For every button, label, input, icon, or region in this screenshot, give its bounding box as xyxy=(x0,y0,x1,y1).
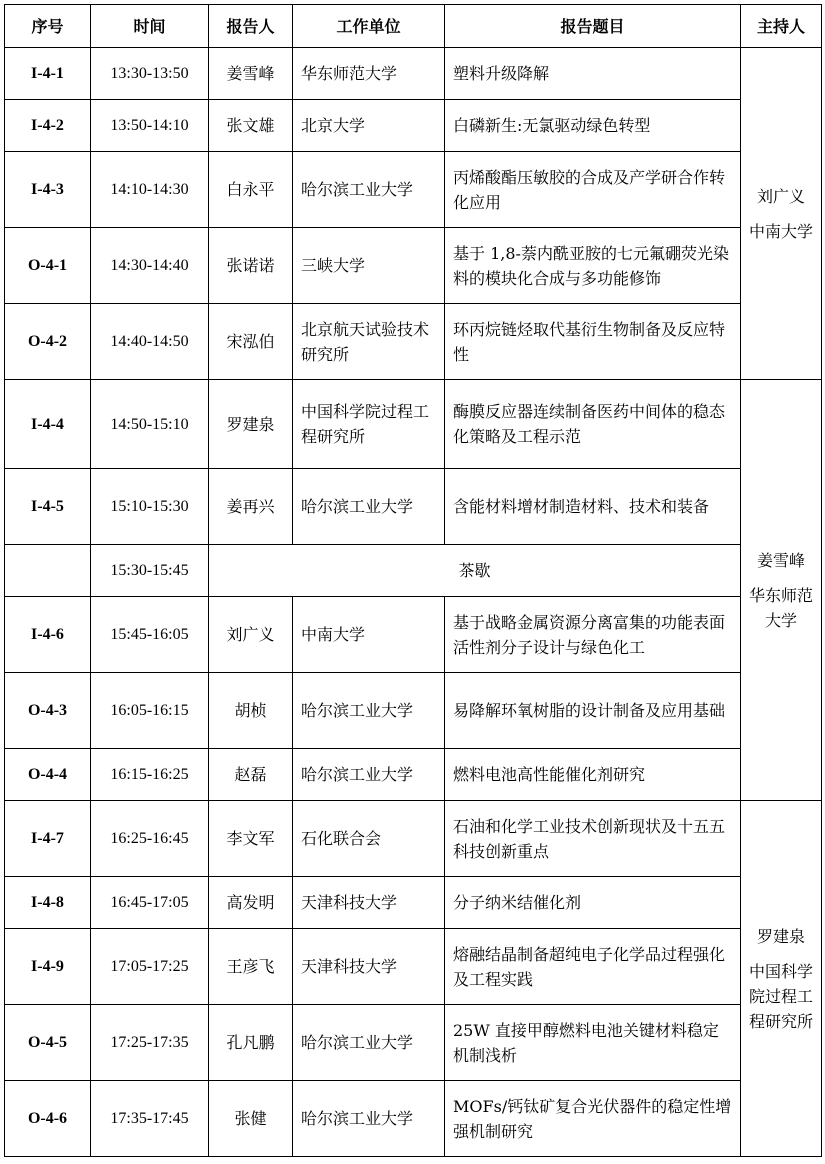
table-row xyxy=(5,801,822,877)
row-code: I-4-5 xyxy=(5,469,91,545)
row-topic: 分子纳米结催化剂 xyxy=(445,877,741,929)
row-time: 16:45-17:05 xyxy=(91,877,209,929)
row-speaker: 张健 xyxy=(209,1081,293,1157)
schedule-table xyxy=(4,4,822,1157)
row-unit: 哈尔滨工业大学 xyxy=(293,1081,445,1157)
row-code: O-4-4 xyxy=(5,749,91,801)
header-host: 主持人 xyxy=(741,5,822,48)
host-name: 刘广义 xyxy=(756,186,805,206)
row-time: 13:30-13:50 xyxy=(91,48,209,100)
row-topic: 基于 1,8-萘内酰亚胺的七元氟硼荧光染料的模块化合成与多功能修饰 xyxy=(445,228,741,304)
host-cell-1 xyxy=(741,48,822,380)
row-time: 17:35-17:45 xyxy=(91,1081,209,1157)
row-unit: 中国科学院过程工程研究所 xyxy=(293,380,445,469)
row-topic: 燃料电池高性能催化剂研究 xyxy=(445,749,741,801)
table-row xyxy=(5,469,822,545)
table-row xyxy=(5,597,822,673)
table-row xyxy=(5,152,822,228)
table-row xyxy=(5,380,822,469)
row-code: I-4-2 xyxy=(5,100,91,152)
row-time: 13:50-14:10 xyxy=(91,100,209,152)
host-unit: 华东师范大学 xyxy=(749,585,814,630)
row-speaker: 孔凡鹏 xyxy=(209,1005,293,1081)
header-time: 时间 xyxy=(91,5,209,48)
row-code: I-4-1 xyxy=(5,48,91,100)
table-row xyxy=(5,1005,822,1081)
row-unit: 石化联合会 xyxy=(293,801,445,877)
row-speaker: 李文军 xyxy=(209,801,293,877)
header-topic: 报告题目 xyxy=(445,5,741,48)
row-code: O-4-3 xyxy=(5,673,91,749)
row-unit: 哈尔滨工业大学 xyxy=(293,1005,445,1081)
row-time: 17:25-17:35 xyxy=(91,1005,209,1081)
row-time: 14:50-15:10 xyxy=(91,380,209,469)
row-time: 14:30-14:40 xyxy=(91,228,209,304)
row-code: I-4-8 xyxy=(5,877,91,929)
row-topic: 酶膜反应器连续制备医药中间体的稳态化策略及工程示范 xyxy=(445,380,741,469)
row-time: 16:25-16:45 xyxy=(91,801,209,877)
row-speaker: 张诺诺 xyxy=(209,228,293,304)
row-unit: 北京航天试验技术研究所 xyxy=(293,304,445,380)
row-speaker: 姜雪峰 xyxy=(209,48,293,100)
row-unit: 哈尔滨工业大学 xyxy=(293,673,445,749)
row-topic: 基于战略金属资源分离富集的功能表面活性剂分子设计与绿色化工 xyxy=(445,597,741,673)
row-unit: 中南大学 xyxy=(293,597,445,673)
row-unit: 三峡大学 xyxy=(293,228,445,304)
row-code: I-4-3 xyxy=(5,152,91,228)
host-name: 罗建泉 xyxy=(756,926,805,946)
row-unit: 华东师范大学 xyxy=(293,48,445,100)
row-speaker: 王彦飞 xyxy=(209,929,293,1005)
row-topic: 石油和化学工业技术创新现状及十五五科技创新重点 xyxy=(445,801,741,877)
row-code: O-4-2 xyxy=(5,304,91,380)
header-unit: 工作单位 xyxy=(293,5,445,48)
table-row xyxy=(5,877,822,929)
table-row xyxy=(5,100,822,152)
table-row xyxy=(5,749,822,801)
table-row xyxy=(5,228,822,304)
row-topic: 环丙烷链烃取代基衍生物制备及反应特性 xyxy=(445,304,741,380)
row-code: I-4-9 xyxy=(5,929,91,1005)
table-row xyxy=(5,673,822,749)
row-speaker: 宋泓伯 xyxy=(209,304,293,380)
host-unit: 中国科学院过程工程研究所 xyxy=(749,961,814,1031)
row-topic: MOFs/钙钛矿复合光伏器件的稳定性增强机制研究 xyxy=(445,1081,741,1157)
header-speaker: 报告人 xyxy=(209,5,293,48)
row-speaker: 赵磊 xyxy=(209,749,293,801)
row-unit: 哈尔滨工业大学 xyxy=(293,469,445,545)
row-time: 15:10-15:30 xyxy=(91,469,209,545)
row-time: 16:05-16:15 xyxy=(91,673,209,749)
row-unit: 哈尔滨工业大学 xyxy=(293,152,445,228)
row-unit: 天津科技大学 xyxy=(293,877,445,929)
row-speaker: 张文雄 xyxy=(209,100,293,152)
row-topic: 塑料升级降解 xyxy=(445,48,741,100)
row-topic: 白磷新生:无氯驱动绿色转型 xyxy=(445,100,741,152)
row-unit: 北京大学 xyxy=(293,100,445,152)
row-time: 14:10-14:30 xyxy=(91,152,209,228)
row-speaker: 高发明 xyxy=(209,877,293,929)
row-speaker: 姜再兴 xyxy=(209,469,293,545)
row-unit: 哈尔滨工业大学 xyxy=(293,749,445,801)
row-code: O-4-6 xyxy=(5,1081,91,1157)
header-code: 序号 xyxy=(5,5,91,48)
row-topic: 易降解环氧树脂的设计制备及应用基础 xyxy=(445,673,741,749)
host-name: 姜雪峰 xyxy=(756,550,805,570)
row-topic: 含能材料增材制造材料、技术和装备 xyxy=(445,469,741,545)
row-code: I-4-6 xyxy=(5,597,91,673)
row-unit: 天津科技大学 xyxy=(293,929,445,1005)
row-code: O-4-1 xyxy=(5,228,91,304)
row-code: I-4-4 xyxy=(5,380,91,469)
row-time: 17:05-17:25 xyxy=(91,929,209,1005)
table-row xyxy=(5,1081,822,1157)
table-row xyxy=(5,304,822,380)
row-code: I-4-7 xyxy=(5,801,91,877)
row-time: 15:45-16:05 xyxy=(91,597,209,673)
row-time: 14:40-14:50 xyxy=(91,304,209,380)
table-row xyxy=(5,48,822,100)
tea-break: 茶歇 xyxy=(209,545,741,597)
row-speaker: 胡桢 xyxy=(209,673,293,749)
host-unit: 中南大学 xyxy=(749,221,814,241)
row-topic: 25W 直接甲醇燃料电池关键材料稳定机制浅析 xyxy=(445,1005,741,1081)
row-topic: 丙烯酸酯压敏胶的合成及产学研合作转化应用 xyxy=(445,152,741,228)
row-code xyxy=(5,545,91,597)
row-speaker: 罗建泉 xyxy=(209,380,293,469)
header-row xyxy=(5,5,822,48)
row-speaker: 刘广义 xyxy=(209,597,293,673)
host-cell-2 xyxy=(741,380,822,801)
host-cell-3 xyxy=(741,801,822,1157)
row-code: O-4-5 xyxy=(5,1005,91,1081)
row-speaker: 白永平 xyxy=(209,152,293,228)
row-time: 15:30-15:45 xyxy=(91,545,209,597)
row-time: 16:15-16:25 xyxy=(91,749,209,801)
table-row xyxy=(5,545,822,597)
table-row xyxy=(5,929,822,1005)
row-topic: 熔融结晶制备超纯电子化学品过程强化及工程实践 xyxy=(445,929,741,1005)
